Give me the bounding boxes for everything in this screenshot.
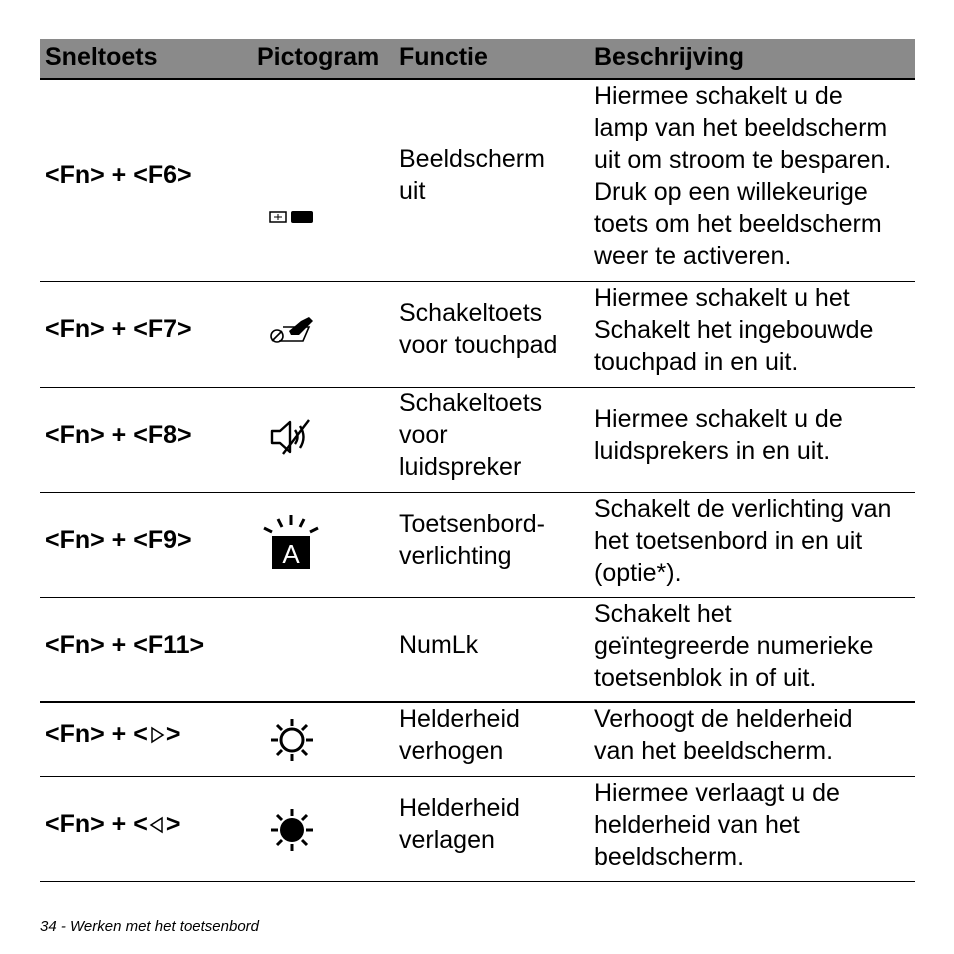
display-off-icon	[269, 209, 315, 225]
description-text: Hiermee verlaagt u de helderheid van het beeldscherm.	[594, 779, 840, 871]
description-text: Schakelt het geïntegreerde numerieke toetsenblok in of uit.	[594, 600, 874, 692]
shortcut-table	[40, 39, 915, 882]
function-text: Helderheid verhogen	[399, 705, 520, 765]
speaker-mute-icon	[269, 416, 315, 458]
header-sneltoets: Sneltoets	[45, 43, 158, 71]
header-functie: Functie	[399, 43, 488, 71]
description-text: Hiermee schakelt u de lamp van het beeldscherm uit om stroom te besparen. Druk op een willekeurige toets om het beeldscherm weer te activeren.	[594, 82, 892, 270]
shortcut-label: <Fn> + <F8>	[45, 421, 192, 449]
right-arrow-icon	[148, 725, 166, 745]
shortcut-label: <Fn> + <F9>	[45, 526, 192, 554]
header-pictogram: Pictogram	[257, 43, 380, 71]
table-row	[40, 388, 915, 493]
shortcut-label: <Fn> + <F7>	[45, 315, 192, 343]
function-text: Schakeltoets voor luidspreker	[399, 389, 543, 481]
keyboard-backlight-icon	[259, 513, 323, 571]
function-text: Beeldscherm uit	[399, 145, 545, 205]
shortcut-label: <Fn> + <F6>	[45, 161, 192, 189]
header-beschrijving: Beschrijving	[594, 43, 745, 71]
function-text: NumLk	[399, 631, 479, 659]
table-row	[40, 493, 915, 598]
brightness-down-icon	[269, 807, 315, 853]
table-row	[40, 598, 915, 703]
description-text: Verhoogt de helderheid van het beeldscherm.	[594, 705, 853, 765]
table-row	[40, 703, 915, 777]
brightness-up-icon	[269, 717, 315, 763]
description-text: Schakelt de verlichting van het toetsenbord in en uit (optie*).	[594, 495, 892, 587]
function-text: Toetsenbord- verlichting	[399, 510, 545, 570]
function-text: Helderheid verlagen	[399, 794, 520, 854]
left-arrow-icon	[148, 815, 166, 835]
table-row	[40, 282, 915, 388]
page-footer: 34 - Werken met het toetsenbord	[40, 918, 260, 935]
description-text: Hiermee schakelt u het Schakelt het ingebouwde touchpad in en uit.	[594, 284, 874, 376]
shortcut-label: <Fn> + < >	[45, 810, 181, 838]
shortcut-label: <Fn> + < >	[45, 720, 181, 748]
touchpad-toggle-icon	[269, 315, 317, 345]
table-header	[40, 39, 915, 80]
function-text: Schakeltoets voor touchpad	[399, 299, 558, 359]
description-text: Hiermee schakelt u de luidsprekers in en uit.	[594, 405, 843, 465]
svg-text:A: A	[282, 539, 300, 569]
shortcut-label: <Fn> + <F11>	[45, 631, 205, 659]
table-row	[40, 777, 915, 882]
table-row	[40, 80, 915, 282]
